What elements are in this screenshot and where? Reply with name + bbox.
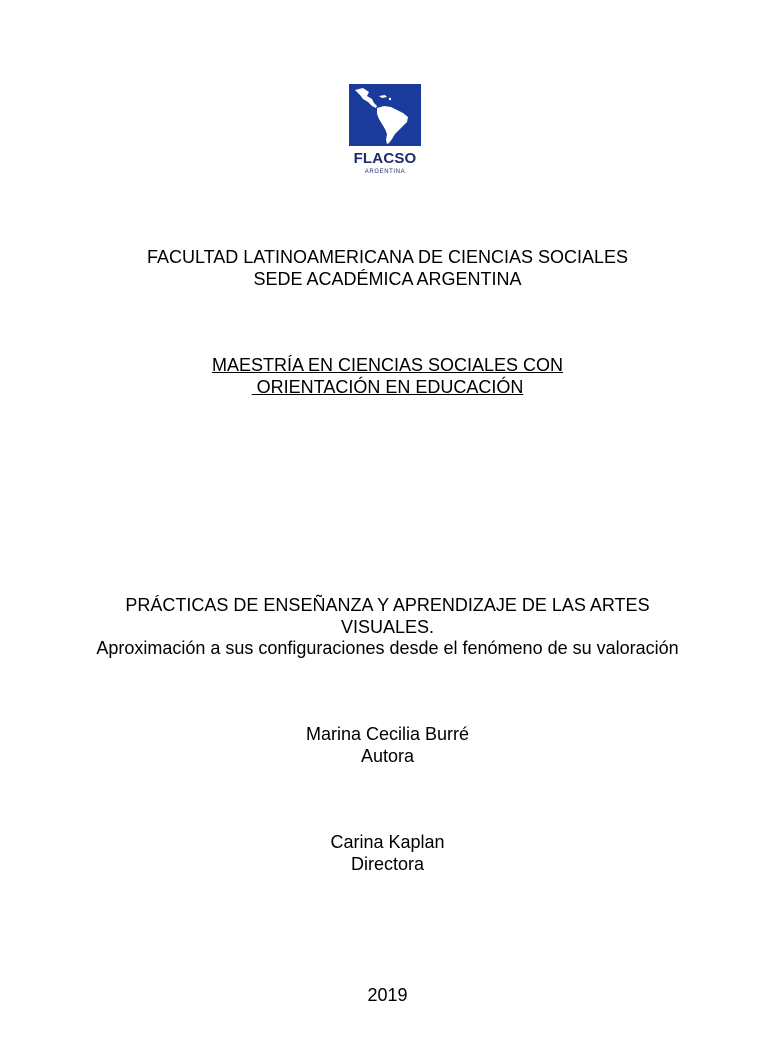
program-line-2 [0, 376, 775, 398]
thesis-title-line-2: VISUALES. [340, 617, 435, 637]
thesis-title-line-1: PRÁCTICAS DE ENSEÑANZA Y APRENDIZAJE DE LAS ARTES [125, 595, 650, 615]
logo-name: FLACSO [353, 150, 417, 167]
program-line-1 [0, 354, 775, 376]
latin-america-map-icon [349, 84, 421, 146]
program-line-1-text: MAESTRÍA EN CIENCIAS SOCIALES CON [211, 355, 564, 375]
flacso-logo [349, 84, 421, 180]
author-name: Marina Cecilia Burré [305, 724, 470, 744]
logo-subname: ARGENTINA [364, 169, 406, 175]
institution-line-1: FACULTAD LATINOAMERICANA DE CIENCIAS SOCIALES [146, 247, 629, 267]
program-line-2-text: ORIENTACIÓN EN EDUCACIÓN [251, 377, 524, 397]
thesis-subtitle: Aproximación a sus configuraciones desde el fenómeno de su valoración [96, 638, 679, 658]
director-name: Carina Kaplan [330, 832, 445, 852]
year: 2019 [367, 985, 408, 1005]
author-role: Autora [360, 746, 415, 766]
institution-line-2: SEDE ACADÉMICA ARGENTINA [253, 269, 522, 289]
director-role: Directora [350, 854, 425, 874]
